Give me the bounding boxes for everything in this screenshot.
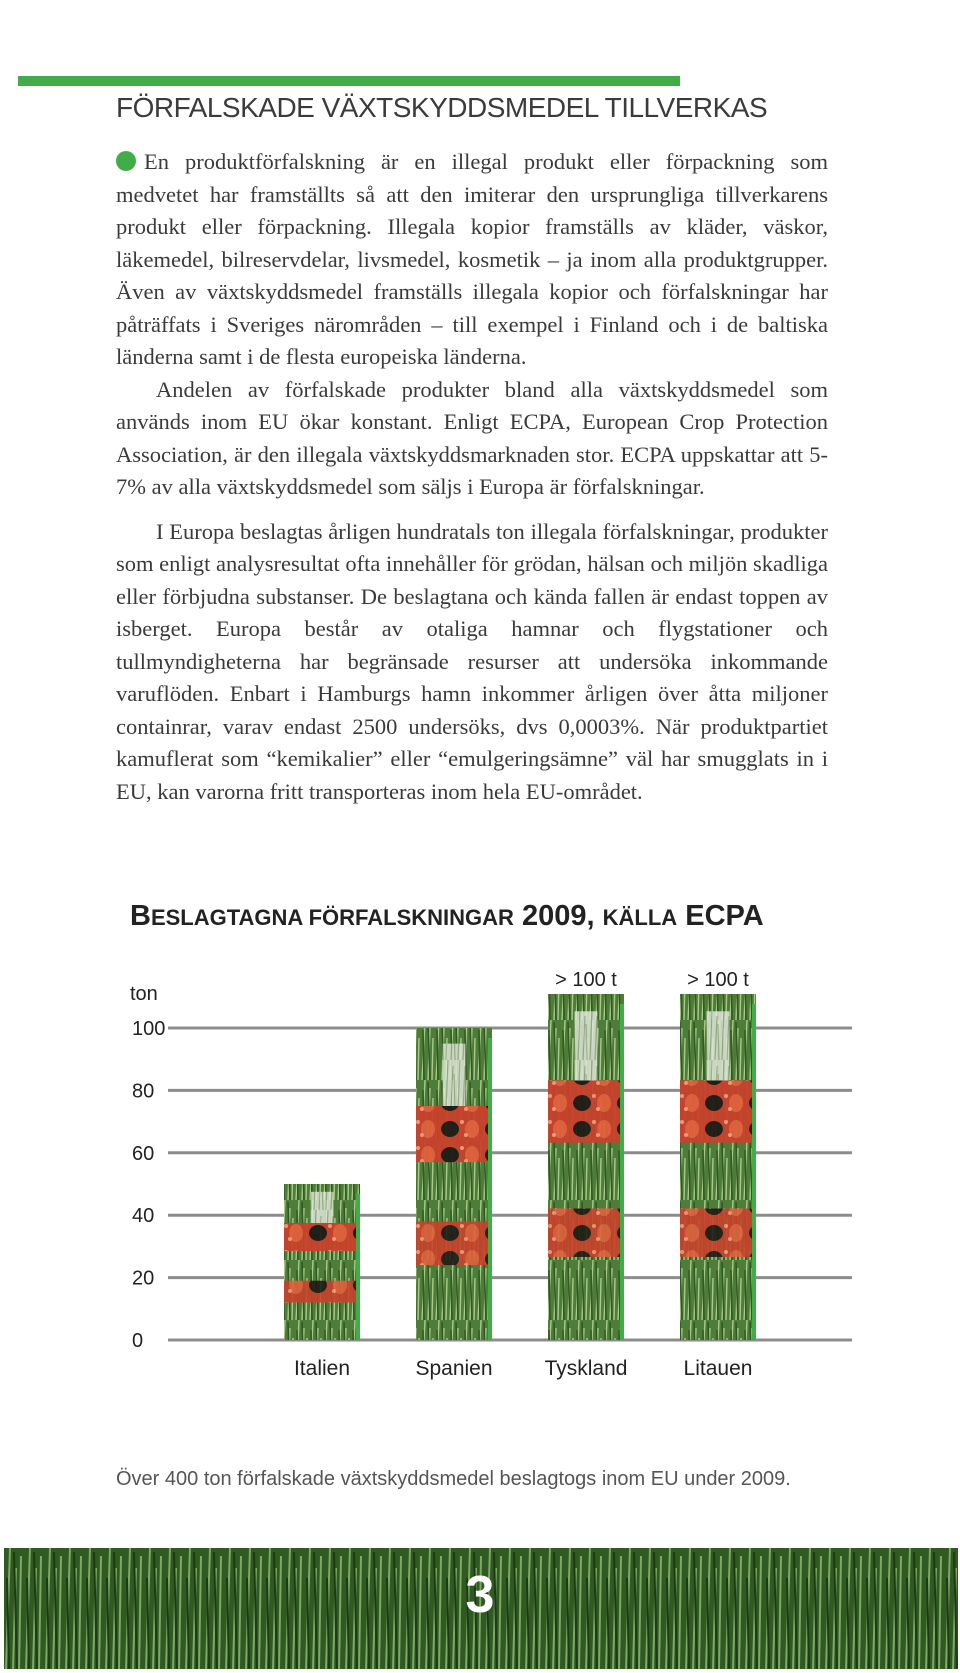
green-bullet-icon	[116, 151, 136, 171]
section-heading: FÖRFALSKADE VÄXTSKYDDSMEDEL TILLVERKAS	[116, 92, 768, 123]
chart-title	[130, 900, 764, 933]
y-tick-label: 20	[132, 1267, 155, 1290]
bar-edge	[356, 1194, 360, 1340]
paragraph-1	[116, 146, 828, 374]
paragraph-3: I Europa beslagtas årligen hundratals ton illegala förfalskningar, produkter som enligt analysresultat ofta innehåller för grödan, hälsan och miljön skadliga eller förbjudna substanser. De beslagtana och kända fallen är endast toppen av isberget. Europa består av otaliga hamnar och flygstationer och tullmyndigheterna har begränsade resurser att undersöka inkommande varuflöden. Enbart i Hamburgs hamn inkommer årligen över åtta miljoner containrar, varav endast 2500 undersöks, dvs 0,0003%. När produktpartiet kamuflerat som “kemikalier” eller “emulgeringsämne” väl har smugglats in i EU, kan varorna fritt transporteras inom hela EU-området.	[116, 518, 828, 804]
chart-title-part1: ESLAGTAGNA FÖRFALSKNINGAR	[150, 905, 514, 930]
bar-snake-band	[680, 1209, 756, 1257]
page-number: 3	[465, 1566, 495, 1624]
x-tick-label: Tyskland	[544, 1357, 628, 1380]
bar-white-grass	[707, 1011, 730, 1080]
chart-caption: Över 400 ton förfalskade växtskyddsmedel beslagtogs inom EU under 2009.	[116, 1468, 791, 1490]
y-tick-label: 40	[132, 1205, 155, 1228]
bar-annotation: > 100 t	[687, 969, 749, 991]
bar-snake-band	[416, 1221, 492, 1265]
chart-title-part1-initial: B	[130, 900, 151, 932]
y-axis-label: ton	[130, 983, 158, 1005]
bar-edge	[488, 1038, 492, 1340]
chart-title-part3: KÄLLA	[602, 905, 678, 930]
body-text	[116, 146, 828, 808]
bar-edge	[620, 1004, 624, 1340]
bar-white-grass	[311, 1192, 334, 1223]
paragraph-2: Andelen av förfalskade produkter bland alla växtskyddsmedel som används inom EU ökar konstant. Enligt ECPA, European Crop Protection Association, är den illegala växtskyddsmarknaden stor. ECPA uppskattar att 5-7% av alla växtskyddsmedel som säljs i Europa är förfalskningar.	[116, 376, 828, 499]
bar-edge	[752, 1004, 756, 1340]
bar-snake-band	[548, 1081, 624, 1143]
bar-chart	[0, 960, 960, 1440]
bar-snake-band	[284, 1281, 360, 1303]
y-tick-label: 100	[132, 1018, 166, 1040]
y-tick-label: 80	[132, 1080, 155, 1103]
y-tick-label: 0	[132, 1330, 144, 1352]
paragraph-1-text: En produktförfalskning är en illegal produkt eller förpackning som medvetet har framställts så att den imiterar den ursprungliga tillverkarens produkt eller förpackning. Illegala kopior framställs av kläder, väskor, läkemedel, bilreservdelar, livsmedel, kosmetik – ja inom alla produktgrupper. Även av växtskyddsmedel framställs illegala kopior och förfalskningar har påträffats i Sveriges närområden – till exempel i Finland och i de baltiska länderna samt i de flesta europeiska länderna.	[116, 149, 828, 369]
y-tick-label: 60	[132, 1142, 155, 1165]
chart-title-source: ECPA	[685, 900, 764, 932]
bar-white-grass	[575, 1011, 598, 1080]
bar-snake-band	[416, 1106, 492, 1162]
bar-white-grass	[443, 1044, 466, 1106]
top-accent-bar	[18, 76, 680, 86]
x-tick-label: Italien	[293, 1357, 351, 1380]
chart-title-year: 2009,	[522, 900, 595, 932]
x-tick-label: Spanien	[415, 1357, 493, 1380]
x-tick-label: Litauen	[683, 1357, 753, 1380]
bar-snake-band	[284, 1223, 360, 1251]
bar-snake-band	[680, 1081, 756, 1143]
bar-annotation: > 100 t	[555, 969, 617, 991]
bar-snake-band	[548, 1209, 624, 1257]
